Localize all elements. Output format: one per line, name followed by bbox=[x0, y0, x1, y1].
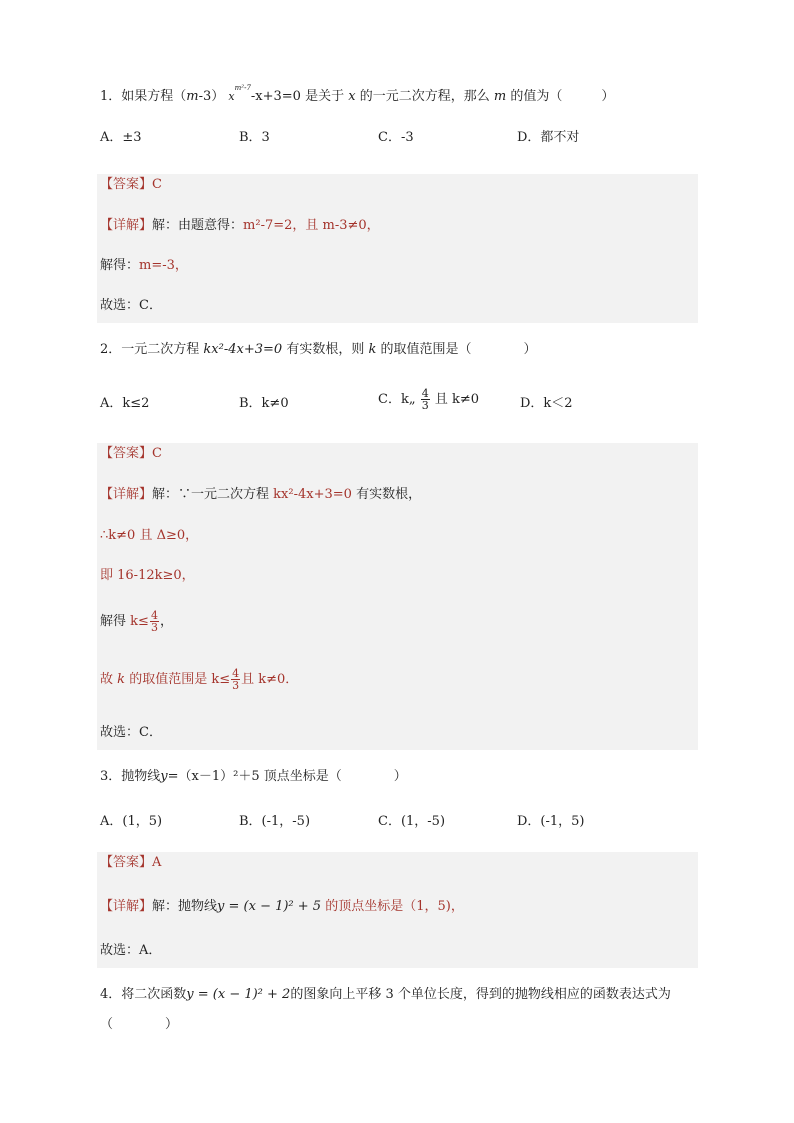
q3-detail-line-2: 故选：A． bbox=[100, 943, 162, 958]
q3-option-d: D．(-1，5) bbox=[517, 814, 585, 829]
q1-detail-line-2: 解得：m=-3， bbox=[100, 258, 188, 273]
q2-answer: 【答案】C bbox=[100, 446, 162, 461]
q2-detail-5-fraction: $\frac{4}{3}$ bbox=[232, 667, 240, 692]
q2-detail-line-3: 即 16-12k≥0， bbox=[100, 568, 195, 583]
q2-option-b: B．k≠0 bbox=[239, 396, 289, 411]
q1-option-a: A．±3 bbox=[100, 130, 142, 145]
q2-option-c-fraction: $\frac{4}{3}$ bbox=[421, 387, 429, 412]
q3-option-b: B．(-1，-5) bbox=[239, 814, 311, 829]
q2-option-c: C．k„ $\frac{4}{3}$ 且 k≠0 bbox=[378, 387, 480, 412]
q2-detail-line-4: 解得 k≤ $\frac{4}{3}$ ， bbox=[100, 609, 173, 634]
q1-detail-line-1: 【详解】解：由题意得：m²-7=2，且 m-3≠0， bbox=[100, 218, 380, 233]
q3-answer: 【答案】A bbox=[100, 855, 162, 870]
q2-option-d: D．k＜2 bbox=[520, 396, 573, 411]
q2-detail-4-fraction: $\frac{4}{3}$ bbox=[150, 609, 158, 634]
question-4-bracket: （ ） bbox=[100, 1017, 179, 1032]
q2-detail-line-6: 故选：C． bbox=[100, 725, 162, 740]
q1-answer: 【答案】C bbox=[100, 177, 162, 192]
q1-detail-line-3: 故选：C． bbox=[100, 298, 162, 313]
question-1-stem: 1．如果方程（m-3） $x^{m^2-7}-x+3=0$ 是关于 x 的一元二次方程，那么 m 的值为（ ） bbox=[100, 84, 615, 104]
q2-detail-line-5: 故 k 的取值范围是 k≤ $\frac{4}{3}$ 且 k≠0． bbox=[100, 667, 299, 692]
q3-option-c: C．(1，-5) bbox=[378, 814, 446, 829]
question-4-stem: 4．将二次函数y = (x − 1)² + 2的图象向上平移 3 个单位长度，得到的抛物线相应的函数表达式为 bbox=[100, 987, 671, 1002]
q2-detail-line-2: ∴k≠0 且 Δ≥0， bbox=[100, 528, 199, 543]
question-2-stem: 2．一元二次方程 kx²-4x+3=0 有实数根，则 k 的取值范围是（ ） bbox=[100, 342, 537, 357]
question-3-stem: 3．抛物线y=（x－1）²＋5 顶点坐标是（ ） bbox=[100, 769, 407, 784]
q3-option-a: A．(1，5) bbox=[100, 814, 163, 829]
q2-detail-line-1: 【详解】解：∵一元二次方程 kx²-4x+3=0 有实数根， bbox=[100, 487, 422, 502]
q1-option-c: C．-3 bbox=[378, 130, 414, 145]
q1-option-b: B．3 bbox=[239, 130, 270, 145]
q1-option-d: D．都不对 bbox=[517, 130, 580, 145]
q2-option-a: A．k≤2 bbox=[100, 396, 150, 411]
q3-detail-line-1: 【详解】解：抛物线y = (x − 1)² + 5 的顶点坐标是（1，5)， bbox=[100, 899, 464, 914]
q1-answer-box bbox=[97, 174, 698, 323]
